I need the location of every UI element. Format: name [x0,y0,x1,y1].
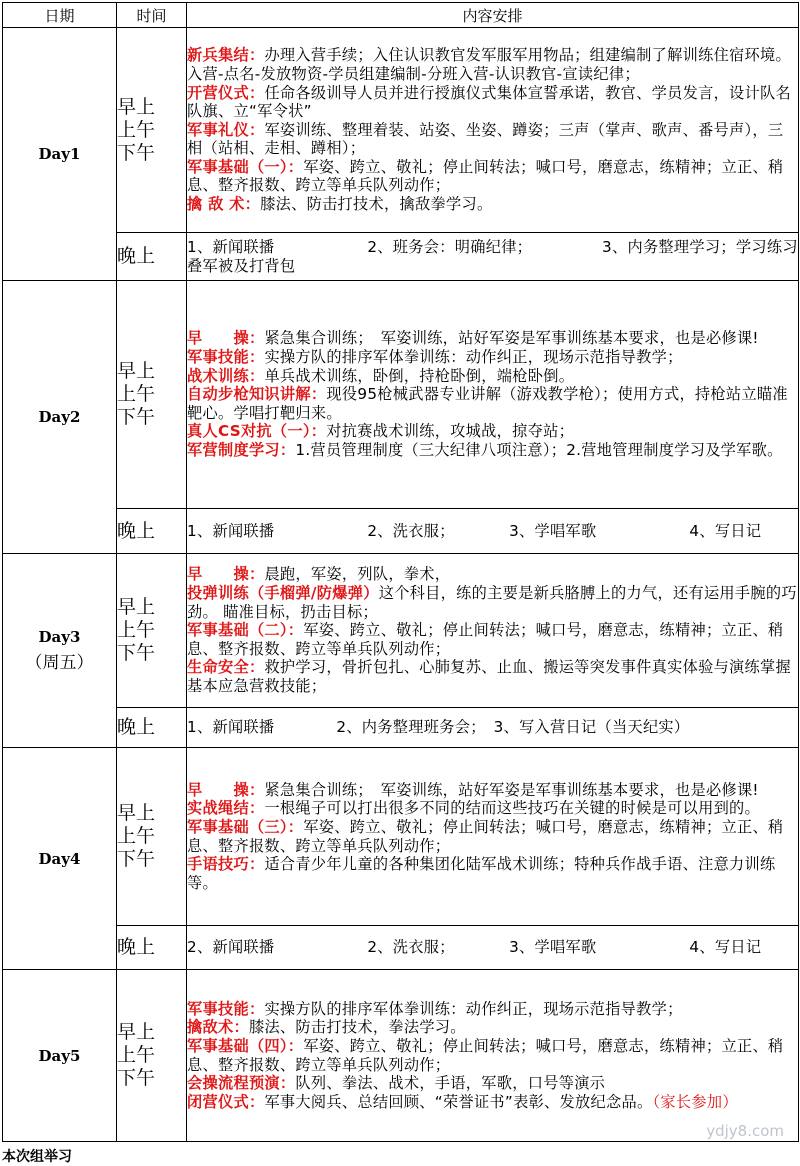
day-content [187,554,799,708]
time-cell-evening [117,233,187,281]
activity-entry [187,799,798,818]
day-row [3,748,799,926]
activity-entry [187,367,798,386]
activity-entry [187,195,798,214]
day-row [3,554,799,708]
activity-entry [187,818,798,855]
activity-text: 军姿、跨立、敬礼；停止间转法；喊口号，磨意志，练精神；立正、稍息、整齐报数、跨立等单兵队列动作； [187,621,784,658]
day-label: Day1 [38,145,81,163]
activity-text: 紧急集合训练； 军姿训练，站好军姿是军事训练基本要求，也是必修课! [264,329,759,348]
activity-label: 开营仪式： [187,83,265,102]
time-cell-day [117,554,187,708]
day-content [187,970,799,1142]
activity-label: 生命安全： [187,658,265,677]
activity-entry [187,855,798,892]
evening-content: 1、新闻联播 2、内务整理班务会； 3、写入营日记（当天纪实） [187,708,799,748]
activity-label: 擒敌术： [187,1018,249,1037]
activity-label: 新兵集结： [187,46,265,65]
activity-label: 闭营仪式： [187,1092,265,1111]
activity-text: 这个科目，练的主要是新兵胳膊上的力气，还有运用手腕的巧劲。 瞄准目标，扔击目标； [187,584,797,621]
day-cell [3,970,117,1142]
activity-label: 真人CS对抗（一）： [187,422,327,441]
day-cell [3,554,117,748]
activity-entry [187,348,798,367]
activity-text: 军姿训练、整理着装、站姿、坐姿、蹲姿；三声（掌声、歌声、番号声），三相（站相、走相、蹲相）； [187,120,784,158]
activity-text: 队列、拳法、战术，手语，军歌，口号等演示 [295,1074,606,1093]
day-label: Day5 [38,1046,81,1065]
activity-text: 一根绳子可以打出很多不同的结而这些技巧在关键的时候是可以用到的。 [264,799,761,818]
day-label: Day3 [38,628,81,646]
time-forenoon: 上午 [117,383,156,405]
time-evening: 晚上 [117,245,156,267]
schedule-table [2,2,799,1142]
watermark: ydjy8.com [706,1122,784,1140]
activity-label: 投弹训练（手榴弹/防爆弹） [187,584,379,603]
day-row [3,28,799,233]
day-cell [3,281,117,554]
activity-text: 膝法、防击打技术，擒敌拳学习。 [260,195,493,214]
activity-entry [187,781,798,800]
time-cell-day [117,28,187,233]
time-cell-evening [117,708,187,748]
activity-label: 早 操： [187,565,265,584]
activity-label: 军事技能： [187,999,265,1018]
day-label: Day2 [38,408,81,426]
time-evening: 晚上 [117,519,156,542]
activity-text: 晨跑，军姿，列队，拳术， [264,565,451,584]
activity-label: 军事基础（三）： [187,817,304,836]
evening-content: 2、新闻联播 2、洗衣服； 3、学唱军歌 4、写日记 [187,926,799,970]
activity-text: 膝法、防击打技术，拳法学习。 [248,1018,466,1037]
activity-entry [187,158,798,195]
activity-label: 军事技能： [187,348,265,367]
activity-label: 早 操： [187,329,265,348]
activity-entry [187,84,798,121]
activity-text: 1.营员管理制度（三大纪律八项注意）；2.营地管理制度学习及学军歌。 [295,440,783,459]
day-content [187,28,799,233]
time-evening: 晚上 [117,936,156,958]
activity-entry [187,1093,798,1112]
time-cell-day [117,748,187,926]
activity-entry [187,1074,798,1093]
activity-text: 实操方队的排序军体拳训练：动作纠正，现场示范指导教学； [264,999,683,1018]
day-content [187,748,799,926]
time-cell-day [117,281,187,509]
activity-label: 军事基础（一）： [187,157,304,176]
activity-label: 军事基础（四）： [187,1036,304,1055]
time-afternoon: 下午 [117,848,156,870]
time-forenoon: 上午 [117,619,156,641]
activity-text: 军姿、跨立、敬礼；停止间转法；喊口号，磨意志，练精神；立正、稍息、整齐报数、跨立等单兵队列动作； [187,1036,784,1074]
time-morning: 早上 [117,596,156,618]
activity-entry [187,46,798,83]
time-afternoon: 下午 [117,642,156,664]
activity-text: 现役95枪械武器专业讲解（游戏教学枪）；使用方式，持枪站立瞄准靶心。学唱打靶归来。 [187,385,788,422]
activity-text: 紧急集合训练； 军姿训练，站好军姿是军事训练基本要求，也是必修课! [264,780,759,799]
day-content [187,281,799,509]
header-time: 时间 [117,3,187,28]
footer-text: 本次组举习 [2,1149,72,1165]
activity-entry [187,584,798,621]
activity-entry [187,422,798,441]
time-forenoon: 上午 [117,1044,156,1066]
activity-label: 军营制度学习： [187,440,296,459]
activity-entry [187,329,798,348]
time-afternoon: 下午 [117,406,156,428]
activity-entry [187,385,798,422]
parent-note: （家长参加） [652,1092,738,1111]
activity-text: 实操方队的排序军体拳训练：动作纠正，现场示范指导教学； [264,348,683,367]
day-row [3,281,799,509]
evening-row [3,708,799,748]
day-cell [3,748,117,970]
day-cell [3,28,117,281]
time-morning: 早上 [117,95,156,118]
evening-content: 1、新闻联播 2、洗衣服； 3、学唱军歌 4、写日记 [187,509,799,554]
activity-label: 军事基础（二）： [187,621,304,640]
activity-entry [187,1018,798,1037]
time-evening: 晚上 [117,716,156,738]
activity-label: 擒 敌 术： [187,195,261,214]
activity-entry [187,565,798,584]
activity-label: 会操流程预演： [187,1074,296,1093]
activity-text: 任命各级训导人员并进行授旗仪式集体宣誓承诺，教官、学员发言，设计队名队旗、立“军令状” [187,83,792,121]
activity-entry [187,1000,798,1019]
time-forenoon: 上午 [117,825,156,847]
time-cell-day [117,970,187,1142]
activity-label: 手语技巧： [187,855,265,874]
evening-content: 1、新闻联播 2、班务会：明确纪律； 3、内务整理学习；学习练习叠军被及打背包 [187,233,799,281]
activity-entry [187,621,798,658]
header-row [3,3,799,28]
day-row [3,970,799,1142]
day-label: Day4 [38,849,81,868]
activity-text: 适合青少年儿童的各种集团化陆军战术训练；特种兵作战手语、注意力训练等。 [187,855,776,892]
activity-label: 自动步枪知识讲解： [187,385,327,404]
header-date: 日期 [3,3,117,28]
activity-text: 对抗赛战术训练，攻城战，掠夺站； [326,422,575,441]
activity-text: 军姿、跨立、敬礼；停止间转法；喊口号，磨意志，练精神；立正、稍息、整齐报数、跨立等单兵队列动作； [187,157,784,195]
activity-label: 军事礼仪： [187,120,265,139]
activity-entry [187,441,798,460]
activity-entry [187,658,798,695]
activity-label: 早 操： [187,780,265,799]
activity-entry [187,121,798,158]
time-afternoon: 下午 [117,141,156,164]
header-content: 内容安排 [187,3,799,28]
time-cell-evening [117,926,187,970]
activity-text: 办理入营手续；入住认识教官发军服军用物品；组建编制了解训练住宿环境。入营-点名-发放物资-学员组建编制-分班入营-认识教官-宣读纪律； [187,46,792,83]
time-morning: 早上 [117,802,156,824]
evening-row [3,233,799,281]
activity-entry [187,1037,798,1074]
time-morning: 早上 [117,1021,156,1043]
evening-row [3,509,799,554]
activity-label: 战术训练： [187,366,265,385]
activity-label: 实战绳结： [187,799,265,818]
activity-text: 军事大阅兵、总结回顾、“荣誉证书”表彰、发放纪念品。 [264,1092,653,1111]
evening-row [3,926,799,970]
activity-text: 救护学习，骨折包扎、心肺复苏、止血、搬运等突发事件真实体验与演练掌握基本应急营救技能； [187,658,792,695]
activity-text: 单兵战术训练，卧倒，持枪卧倒，端枪卧倒。 [264,366,575,385]
day-sublabel: （周五） [25,653,94,673]
time-afternoon: 下午 [117,1067,156,1089]
time-morning: 早上 [117,360,156,382]
time-cell-evening [117,509,187,554]
time-forenoon: 上午 [117,118,156,141]
activity-text: 军姿、跨立、敬礼；停止间转法；喊口号，磨意志，练精神；立正、稍息、整齐报数、跨立等单兵队列动作； [187,817,784,855]
